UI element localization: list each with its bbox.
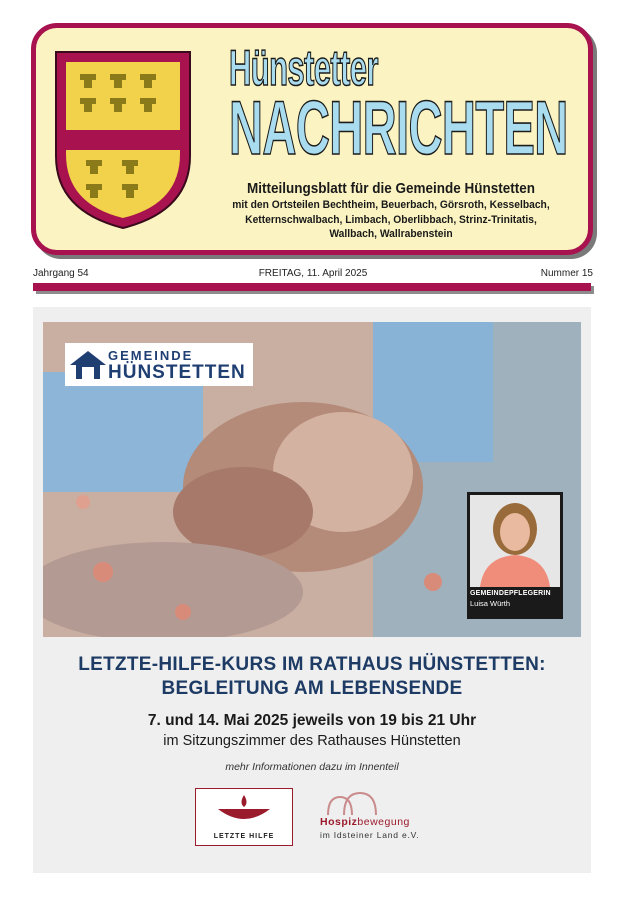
people-outline-icon	[322, 789, 382, 817]
masthead	[31, 23, 593, 255]
districts-line-1: mit den Ortsteilen Bechtheim, Beuerbach, Görsroth, Kesselbach,	[232, 199, 550, 211]
logo-line-2: HÜNSTETTEN	[108, 362, 246, 383]
feature-headline	[33, 653, 591, 701]
issue-date: FREITAG, 11. April 2025	[258, 268, 368, 279]
subtitle: Mitteilungsblatt für die Gemeinde Hünstetten	[246, 180, 536, 197]
title-line-1: Hünstetter	[229, 40, 378, 96]
house-icon	[68, 347, 108, 383]
hospiz-region: im Idsteiner Land e.V.	[320, 830, 420, 840]
gemeinde-logo	[65, 343, 253, 386]
nurse-photo	[470, 495, 560, 587]
issue-number: Nummer 15	[540, 268, 593, 279]
hospiz-name-regular: bewegung	[357, 816, 410, 828]
letzte-hilfe-logo	[195, 788, 293, 846]
districts-line-2: Ketternschwalbach, Limbach, Oberlibbach, Strinz-Trinitatis,	[245, 213, 537, 226]
nurse-role: GEMEINDEPFLEGERIN	[470, 590, 551, 597]
hospiz-name	[320, 816, 410, 828]
masthead-divider	[33, 283, 591, 291]
event-dates: 7. und 14. Mai 2025 jeweils von 19 bis 21 Uhr	[147, 712, 477, 729]
headline-line-2: BEGLEITUNG AM LEBENSENDE	[161, 678, 463, 699]
masthead-subtitle	[211, 180, 571, 242]
letzte-hilfe-label: LETZTE HILFE	[213, 833, 275, 840]
nurse-name: Luisa Würth	[470, 599, 511, 608]
bowl-drop-icon	[196, 789, 292, 829]
districts-line-3: Wallbach, Wallrabenstein	[329, 228, 453, 240]
volume-label: Jahrgang 54	[33, 268, 89, 279]
logo-line-1: GEMEINDE	[108, 348, 194, 363]
nurse-portrait-card	[467, 492, 563, 619]
issue-info-bar	[33, 268, 593, 282]
event-location: im Sitzungszimmer des Rathauses Hünstetten	[163, 733, 461, 749]
more-info-note: mehr Informationen dazu im Innenteil	[225, 761, 399, 773]
headline-line-1: LETZTE-HILFE-KURS IM RATHAUS HÜNSTETTEN:	[78, 654, 546, 675]
title-line-2: NACHRICHTEN	[229, 86, 568, 171]
newspaper-title	[229, 40, 569, 171]
hospizbewegung-logo	[320, 789, 440, 845]
coat-of-arms-icon	[50, 46, 196, 232]
hands-photo	[43, 322, 581, 637]
feature-panel	[33, 307, 591, 873]
person-icon	[470, 495, 560, 587]
hospiz-name-bold: Hospiz	[320, 816, 358, 828]
